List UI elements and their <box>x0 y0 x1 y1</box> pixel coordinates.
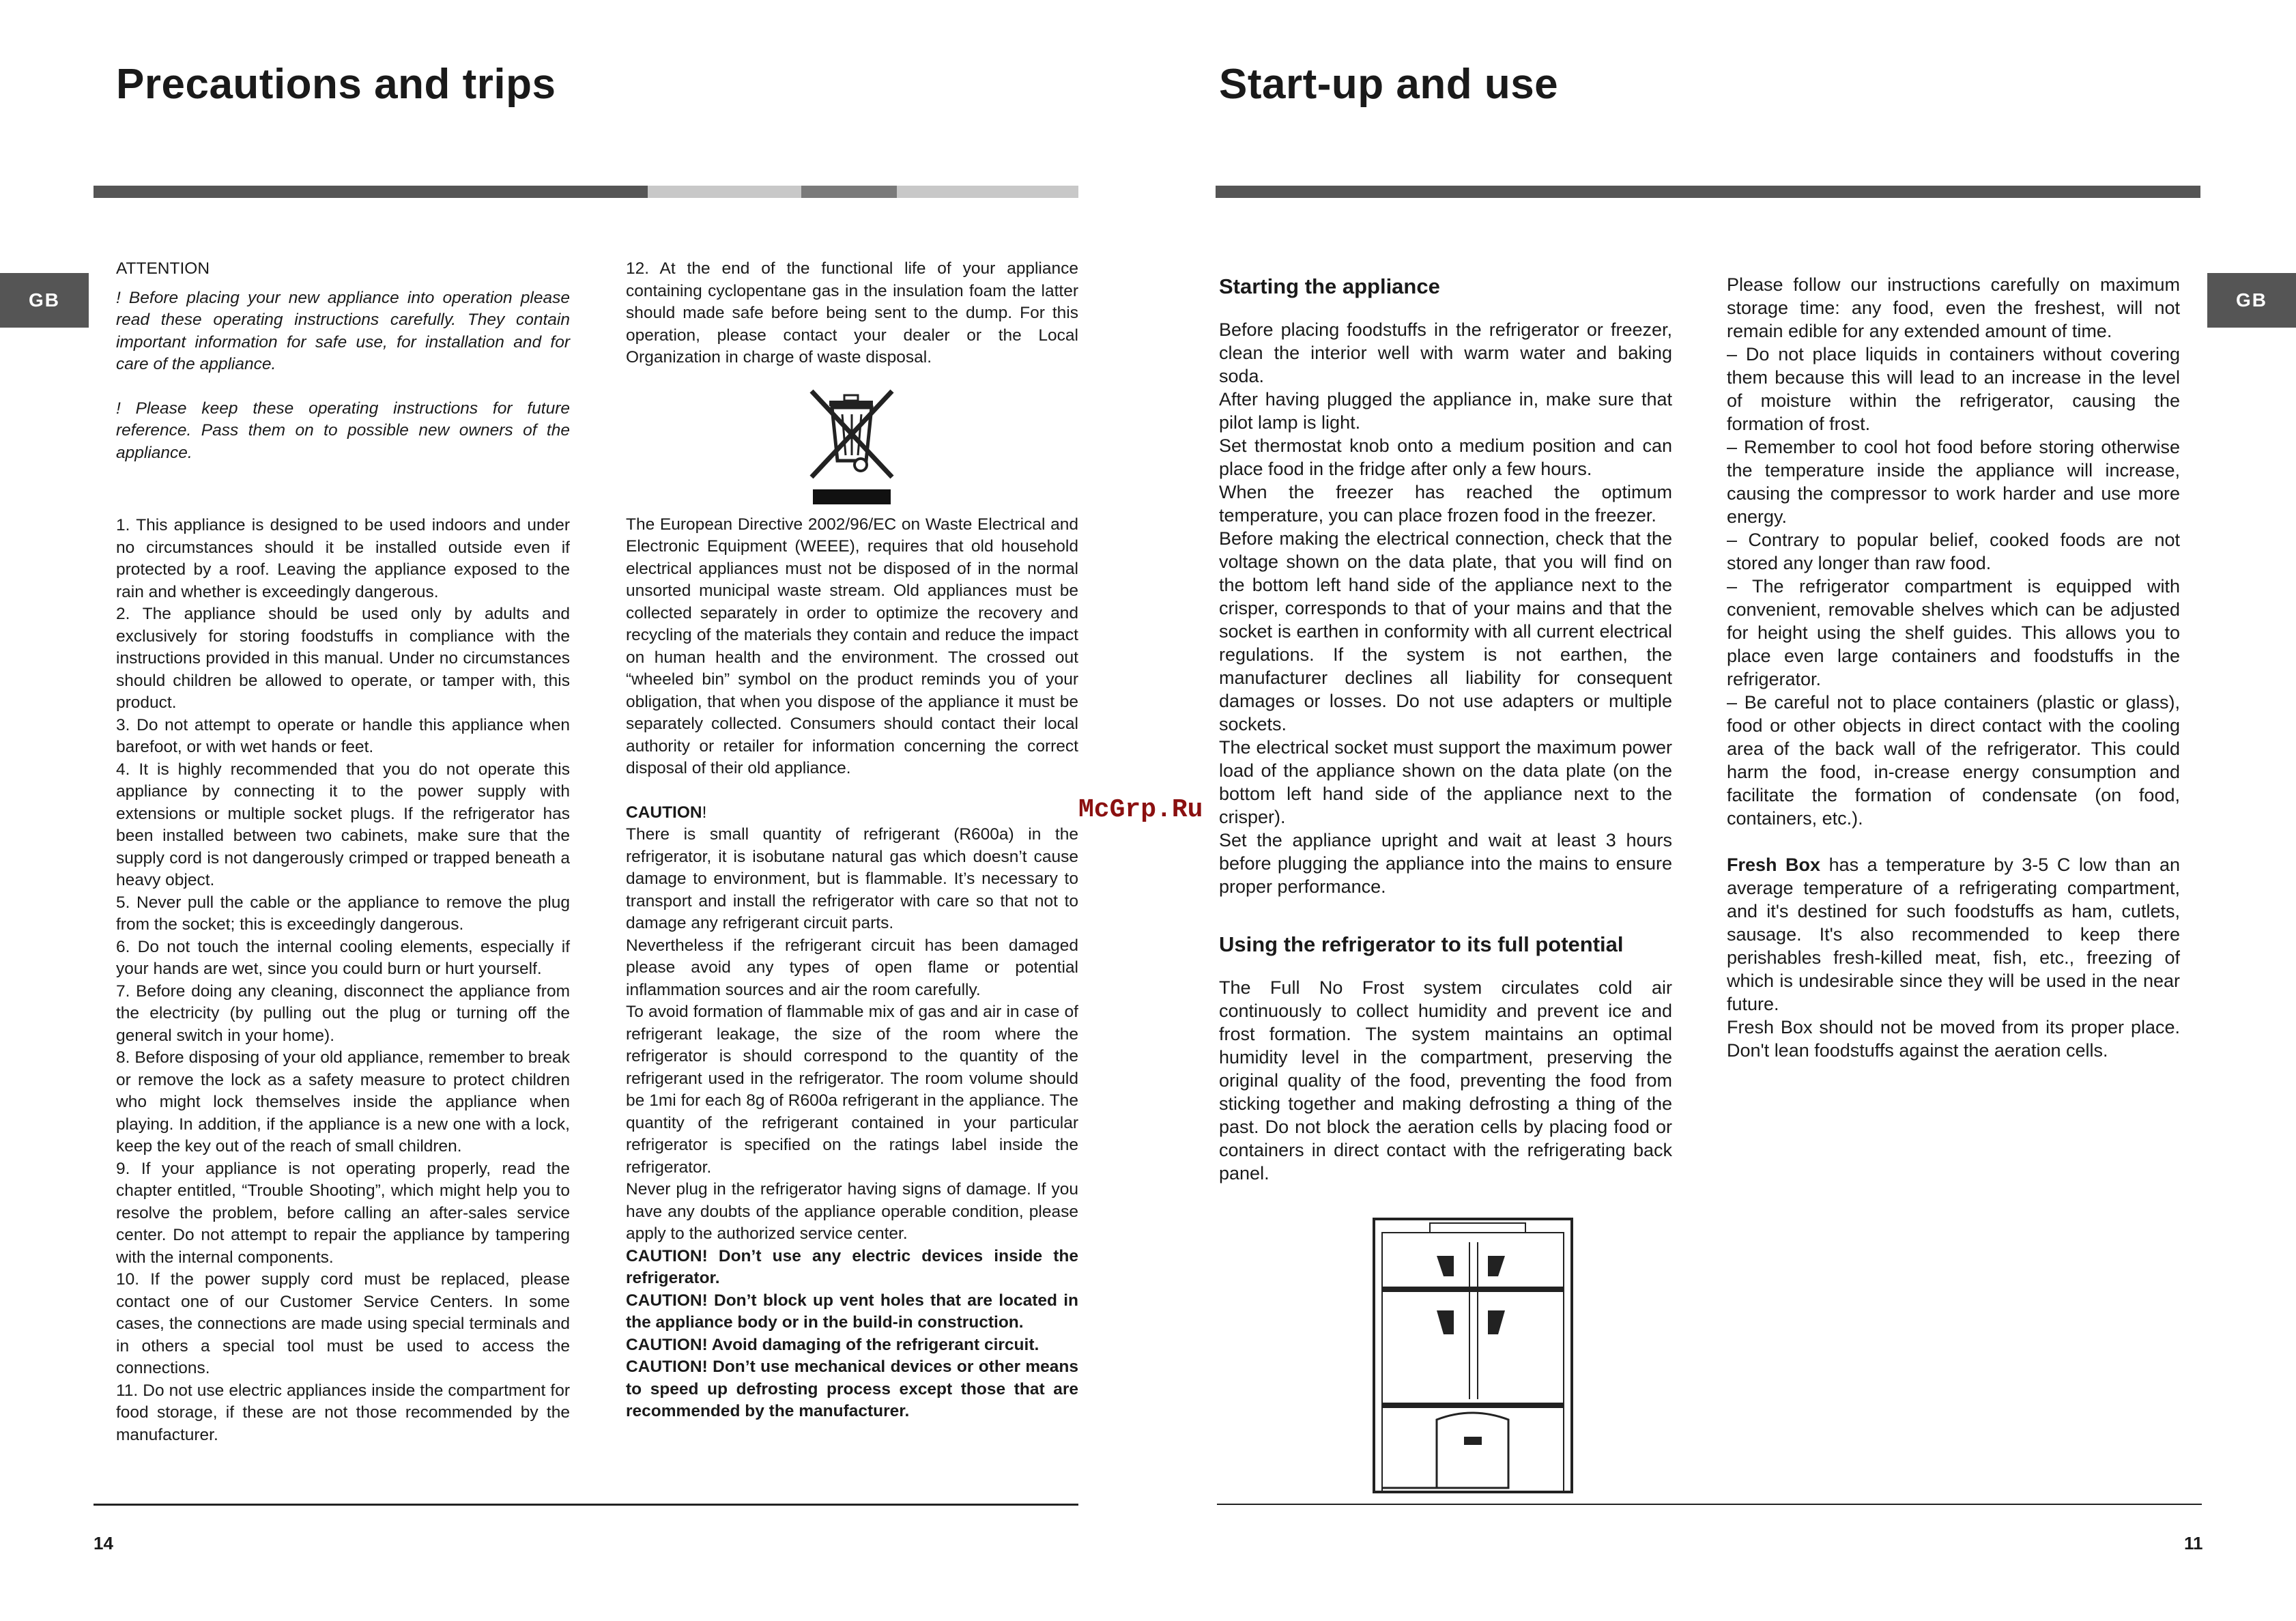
attention-label: ATTENTION <box>116 259 210 278</box>
right-page-number: 11 <box>2184 1533 2203 1553</box>
starting-paragraph-3: Set thermostat knob onto a medium position and can place food in the fridge after only a few hours. <box>1219 435 1672 479</box>
freshbox-label: Fresh Box <box>1727 855 1821 875</box>
freshbox-paragraph-1 <box>1727 853 2180 1016</box>
left-column-1 <box>116 258 570 1446</box>
starting-paragraph-7: Set the appliance upright and wait at least 3 hours before plugging the appliance into the mains to ensure proper performance. <box>1219 830 1672 897</box>
starting-paragraph-2: After having plugged the appliance in, make sure that pilot lamp is light. <box>1219 389 1672 433</box>
bold-caution-1: CAUTION! Don’t use any electric devices inside the refrigerator. <box>626 1246 1078 1287</box>
left-header-bar-light <box>648 186 801 198</box>
weee-symbol-area <box>626 369 1078 514</box>
right-page-title: Start-up and use <box>1219 61 1559 108</box>
right-language-tab: GB <box>2207 273 2296 328</box>
caution-paragraph-3: To avoid formation of flammable mix of gas and air in case of refrigerant leakage, the size of the room where the refrigerator is should correspond to the quantity of the refrigerant used in the refrigerator. The room volume should be 1mi for each 8g of R600a refrigerant in the appliance. The quantity of the refrigerant contained in your particular refrigerator is specified on the ratings label inside the refrigerator. <box>626 1003 1078 1177</box>
precaution-item-4: 4. It is highly recommended that you do not operate this appliance by connecting it to the power supply with extensions or multiple socket plugs. If the refrigerator has been installed between two cabinets, make sure that the supply cord is not dangerously crimped or trapped beneath a heavy object. <box>116 760 570 889</box>
caution-heading-text: CAUTION <box>626 803 702 822</box>
precaution-item-8: 8. Before disposing of your old appliance, remember to break or remove the lock as a safety measure to protect children who might lock themselves inside the appliance when playing. In addition, if the appliance is a new one with a lock, keep the key out of the reach of small children. <box>116 1048 570 1156</box>
bold-caution-3: CAUTION! Avoid damaging of the refrigerant circuit. <box>626 1335 1039 1354</box>
attention-paragraph-1: ! Before placing your new appliance into operation please read these operating instructions carefully. They contain important information for safe use, for installation and for care of the appliance. <box>116 288 570 373</box>
precaution-item-6: 6. Do not touch the internal cooling elements, especially if your hands are wet, since you could burn or hurt yourself. <box>116 937 570 978</box>
starting-paragraph-4: When the freezer has reached the optimum temperature, you can place frozen food in the freezer. <box>1219 482 1672 526</box>
caution-paragraph-1: There is small quantity of refrigerant (R600a) in the refrigerator, it is isobutane natural gas which doesn’t cause damage to environment, but is flammable. It’s necessary to transport and install the refrigerator with care so that not to damage any refrigerant circuit parts. <box>626 825 1078 932</box>
storage-paragraph-3: – Remember to cool hot food before storing otherwise the temperature inside the appliance will increase, causing the compressor to work harder and use more energy. <box>1727 437 2180 527</box>
right-column-2 <box>1727 273 2180 1062</box>
starting-paragraph-6: The electrical socket must support the maximum power load of the appliance shown on the data plate (on the bottom left hand side of the appliance next to the crisper). <box>1219 737 1672 827</box>
right-column-1 <box>1219 273 1672 1185</box>
precaution-item-9: 9. If your appliance is not operating properly, read the chapter entitled, “Trouble Shooting”, which might help you to resolve the problem, before calling an after-sales service center. Do not attempt to repair the appliance by tampering with the internal components. <box>116 1159 570 1267</box>
caution-heading-mark: ! <box>702 803 707 822</box>
right-header-bar <box>1216 186 2200 198</box>
right-footer-rule <box>1217 1504 2202 1505</box>
precaution-item-12: 12. At the end of the functional life of your appliance containing cyclopentane gas in the insulation foam the latter should made safe before being sent to the dump. For this operation, please contact your dealer or the Local Organization in charge of waste disposal. <box>626 259 1078 367</box>
storage-paragraph-1: Please follow our instructions carefully on maximum storage time: any food, even the freshest, will not remain edible for any extended amount of time. <box>1727 274 2180 341</box>
using-heading: Using the refrigerator to its full potential <box>1219 932 1624 956</box>
caution-paragraph-4: Never plug in the refrigerator having signs of damage. If you have any doubts of the appliance operable condition, please apply to the authorized service center. <box>626 1180 1078 1243</box>
storage-paragraph-6: – Be careful not to place containers (plastic or glass), food or other objects in direct contact with the cooling area of the back wall of the refrigerator. This could harm the food, in-crease energy consumption and facilitate the formation of condensate (on food, containers, etc.). <box>1727 692 2180 829</box>
left-footer-rule <box>94 1504 1078 1506</box>
weee-paragraph: The European Directive 2002/96/EC on Waste Electrical and Electronic Equipment (WEEE), requires that old household electrical appliances must not be disposed of in the normal unsorted municipal waste stream. Old appliances must be collected separately in order to optimize the recovery and recycling of the materials they contain and reduce the impact on human health and the environment. The crossed out “wheeled bin” symbol on the product reminds you of your obligation, that when you dispose of the appliance it must be separately collected. Consumers should contact their local authority or retailer for information concerning the correct disposal of their old appliance. <box>626 515 1078 777</box>
freshbox-text: has a temperature by 3-5 C low than an average temperature of a refrigerating compartment, and it's destined for such foodstuffs as ham, cutlets, sausage. It's also recommended to keep there perishables fresh-killed meat, fish, etc., freezing of which is undesirable since they will be used in the near future. <box>1727 855 2180 1014</box>
left-header-bar-dark <box>94 186 648 198</box>
bold-caution-4: CAUTION! Don’t use mechanical devices or other means to speed up defrosting process except those that are recommended by the manufacturer. <box>626 1358 1078 1420</box>
attention-paragraph-2: ! Please keep these operating instructions for future reference. Pass them on to possible new owners of the appliance. <box>116 399 570 462</box>
left-page-number: 14 <box>94 1533 113 1553</box>
caution-paragraph-2: Nevertheless if the refrigerant circuit has been damaged please avoid any types of open flame or potential inflammation sources and air the room carefully. <box>626 936 1078 999</box>
storage-paragraph-2: – Do not place liquids in containers without covering them because this will lead to an increase in the level of moisture within the refrigerator, causing the formation of frost. <box>1727 344 2180 434</box>
left-language-tab: GB <box>0 273 89 328</box>
starting-paragraph-5: Before making the electrical connection, check that the voltage shown on the data plate, that you will find on the bottom left hand side of the appliance next to the crisper, corresponds to that of your mains and that the socket is earthen in conformity with all current electrical regulations. If the system is not earthen, the manufacturer declines all liability for consequent damages or losses. Do not use adapters or multiple sockets. <box>1219 528 1672 734</box>
starting-paragraph-1: Before placing foodstuffs in the refrigerator or freezer, clean the interior well with warm water and baking soda. <box>1219 319 1672 386</box>
precaution-item-10: 10. If the power supply cord must be replaced, please contact one of our Customer Service Centers. In some cases, the connections are made using special terminals and in others a special tool must be used to access the connections. <box>116 1270 570 1377</box>
starting-heading: Starting the appliance <box>1219 274 1440 298</box>
left-column-2 <box>626 258 1078 1423</box>
watermark: McGrp.Ru <box>1078 795 1203 824</box>
freshbox-paragraph-2: Fresh Box should not be moved from its proper place. Don't lean foodstuffs against the aeration cells. <box>1727 1017 2180 1061</box>
using-paragraph: The Full No Frost system circulates cold air continuously to collect humidity and prevent ice and frost formation. The system maintains an optimal humidity level in the compartment, preserving the original quality of the food, preventing the food from sticking together and making defrosting a thing of the past. Do not block the aeration cells by placing food or containers in direct contact with the refrigerating back panel. <box>1219 977 1672 1184</box>
precaution-item-7: 7. Before doing any cleaning, disconnect the appliance from the electricity (by pulling out the plug or turning off the general switch in your home). <box>116 981 570 1045</box>
storage-paragraph-4: – Contrary to popular belief, cooked foods are not stored any longer than raw food. <box>1727 530 2180 573</box>
refrigerator-diagram <box>1368 1215 1587 1502</box>
precaution-item-2: 2. The appliance should be used only by adults and exclusively for storing foodstuffs in compliance with the instructions provided in this manual. Under no circumstances should children be allowed to operate, or tamper with, this product. <box>116 605 570 712</box>
left-header-bar-mid <box>801 186 897 198</box>
precaution-item-11: 11. Do not use electric appliances inside the compartment for food storage, if these are not those recommended by the manufacturer. <box>116 1381 570 1444</box>
caution-heading <box>626 802 1078 824</box>
left-page-title: Precautions and trips <box>116 61 556 108</box>
storage-paragraph-5: – The refrigerator compartment is equipped with convenient, removable shelves which can be adjusted for height using the shelf guides. This allows you to place even large containers and foodstuffs in the refrigerator. <box>1727 576 2180 689</box>
left-header-bar-light2 <box>897 186 1078 198</box>
precaution-item-3: 3. Do not attempt to operate or handle this appliance when barefoot, or with wet hands or feet. <box>116 715 570 756</box>
precaution-item-1: 1. This appliance is designed to be used indoors and under no circumstances should it be installed outside even if protected by a roof. Leaving the appliance exposed to the rain and whether is exceedingly dangerous. <box>116 516 570 601</box>
bold-caution-2: CAUTION! Don’t block up vent holes that are located in the appliance body or in the build-in construction. <box>626 1291 1078 1332</box>
precaution-item-5: 5. Never pull the cable or the appliance to remove the plug from the socket; this is exceedingly dangerous. <box>116 893 570 934</box>
crossed-bin-icon <box>805 387 900 510</box>
